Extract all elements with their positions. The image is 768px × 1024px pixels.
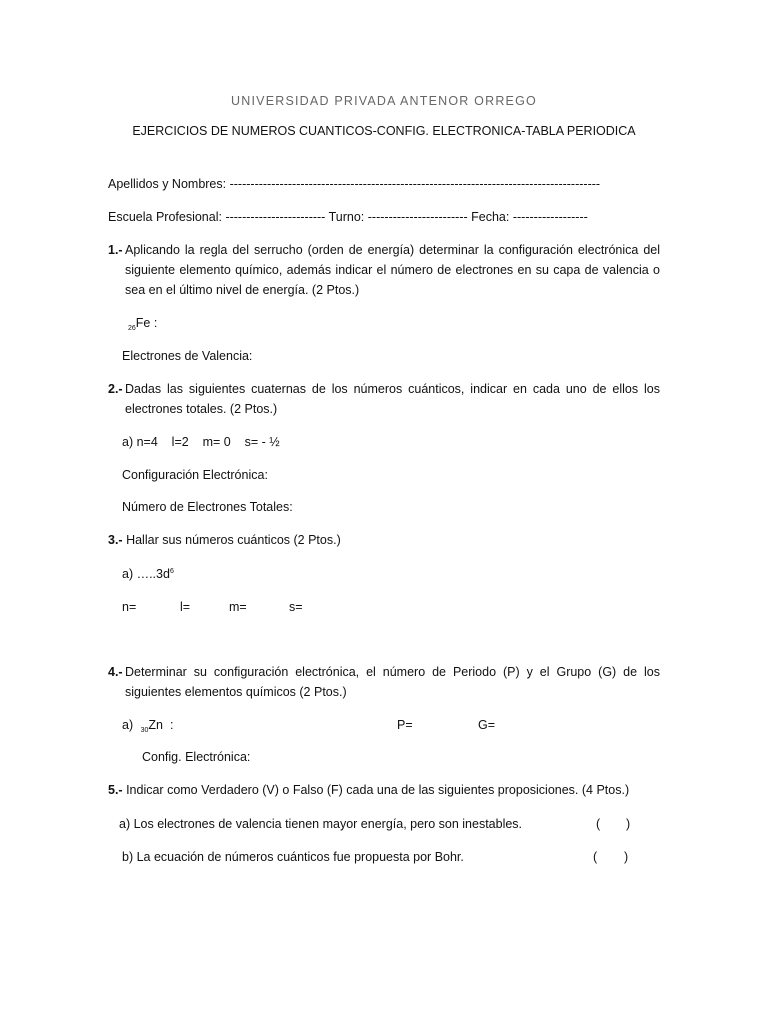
q4-g-label: G= [478,718,496,732]
q3-s-label: s= [289,600,303,614]
q4-atomic-number: 30 [140,727,149,734]
q4-element-symbol: Zn : [148,718,174,732]
q1-valence-label: Electrones de Valencia: [122,349,253,363]
q5-item-a-paren-close: ) [626,817,631,831]
q1-atomic-number: 26 [128,325,136,332]
q3-text: Hallar sus números cuánticos (2 Ptos.) [126,533,341,547]
q2-item-a: a) n=4 l=2 m= 0 s= - ½ [122,435,280,449]
q2-line1 [125,381,660,397]
q5-item-b-paren-close: ) [624,850,629,864]
name-row [108,176,600,192]
name-line: ----------------------------------------------------------------------------------------- [229,177,601,191]
date-label: Fecha: [471,210,510,224]
q4-line1 [125,664,660,680]
q5-item-b-paren-open: ( [593,850,598,864]
q1-line1 [125,242,660,258]
q5-item-a-paren-open: ( [596,817,601,831]
q5-item-a: a) Los electrones de valencia tienen mayor energía, pero son inestables. [119,817,523,831]
q1-text-line1: Aplicando la regla del serrucho (orden de energía) determinar la configuración electrónica del [125,243,660,257]
q5-number: 5.- [108,783,123,797]
q4-config-label: Config. Electrónica: [142,750,251,764]
q4-item-prefix: a) [122,718,134,732]
exercise-title: EJERCICIOS DE NUMEROS CUANTICOS-CONFIG. ELECTRONICA-TABLA PERIODICA [132,124,636,138]
q4-p-label: P= [397,718,413,732]
q4-text-line2: siguientes elementos químicos (2 Ptos.) [125,685,347,699]
name-label: Apellidos y Nombres: [108,177,227,191]
q1-number: 1.- [108,243,123,257]
turn-line: ------------------------ [367,210,468,224]
university-name: UNIVERSIDAD PRIVADA ANTENOR ORREGO [231,94,537,108]
q2-number: 2.- [108,382,123,396]
q1-text-line2: siguiente elemento químico, además indicar el número de electrones en su capa de valencia o [125,263,660,277]
school-line: ------------------------ [225,210,326,224]
q3-item-a-exponent: 6 [169,567,174,575]
q3-n-label: n= [122,600,137,614]
q4-text-line1: Determinar su configuración electrónica, el número de Periodo (P) y el Grupo (G) de los [125,665,660,679]
q3-m-label: m= [229,600,247,614]
school-label: Escuela Profesional: [108,210,222,224]
q3-heading [108,532,341,548]
turn-label: Turno: [328,210,365,224]
q2-text-line2: electrones totales. (2 Ptos.) [125,402,278,416]
q4-item-a [122,717,173,739]
q2-config-label: Configuración Electrónica: [122,468,268,482]
q1-element [128,315,157,337]
q3-number: 3.- [108,533,123,547]
date-line: ------------------ [512,210,588,224]
q4-number: 4.- [108,665,123,679]
q5-item-b: b) La ecuación de números cuánticos fue propuesta por Bohr. [122,850,464,864]
q2-total-label: Número de Electrones Totales: [122,500,293,514]
q2-text-line1: Dadas las siguientes cuaternas de los números cuánticos, indicar en cada uno de ellos los [125,382,660,396]
q3-l-label: l= [180,600,191,614]
q5-text: Indicar como Verdadero (V) o Falso (F) cada una de las siguientes proposiciones. (4 Ptos.) [126,783,630,797]
q1-text-line3: sea en el último nivel de energía. (2 Ptos.) [125,283,360,297]
q1-element-symbol: Fe : [135,316,158,330]
q1-line2 [125,262,660,278]
q3-item-a-text: a) …..3d [122,567,170,581]
q5-heading [108,782,629,798]
q3-item-a [122,566,174,582]
school-row [108,209,588,225]
